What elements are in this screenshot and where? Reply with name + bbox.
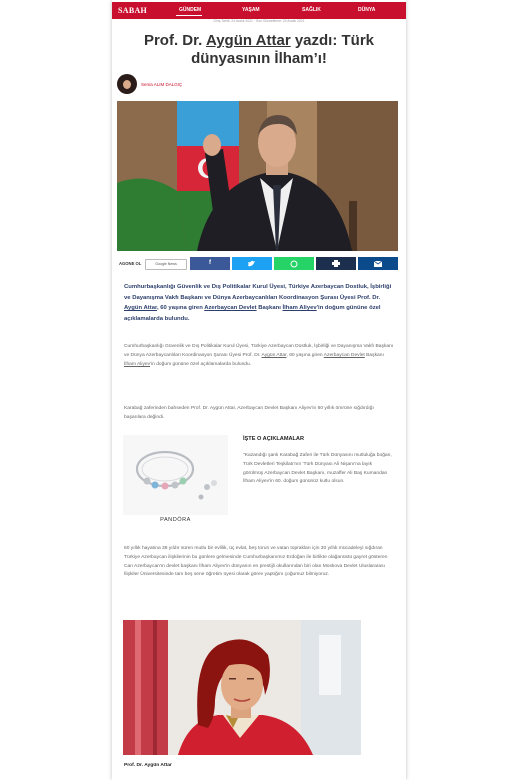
para1-link-aygun-attar[interactable]: Aygün Attar <box>261 352 287 358</box>
title-text-1: Prof. Dr. <box>143 32 206 49</box>
lead-text-4: 'in doğum gününe özel açıklamalarda bulundu. <box>124 305 381 323</box>
print-icon <box>332 260 340 267</box>
email-share-button[interactable] <box>358 257 398 270</box>
para1-text-3: Başkanı <box>364 352 384 358</box>
para1-text-4: 'in doğum gününe özel açıklamalarda bulundu. <box>150 361 252 367</box>
quote-paragraph: "Kazandığı şanlı Karabağ Zaferi ile Türk Dünyasını mutluluğa boğan, Türk Devletleri Teşkilatı'nın 'Türk Dünyası Ali Nişanı'na layık görülmüş Azerbaycan Devlet Başkanı, muzaffer Ali Baş Kumandan İlham Aliyev'in 60. doğum gününüz kutlu olsun. <box>243 453 392 485</box>
photo-caption: Prof. Dr. Aygün Attar <box>124 763 172 768</box>
facebook-share-button[interactable] <box>190 257 230 270</box>
email-icon <box>374 261 382 267</box>
whatsapp-share-button[interactable] <box>274 257 314 270</box>
body-paragraph-2: Karabağ zaferinden bahseden Prof. Dr. Aygün Attar, Azerbaycan Devlet Başkanı Aliyev'in 60 yıllık ömrüne sığdırdığı başarılara değindi. <box>124 406 374 420</box>
article-title <box>118 32 400 68</box>
nav-item-gundem[interactable]: GÜNDEM <box>179 7 202 13</box>
nav-item-saglik[interactable]: SAĞLIK <box>302 7 321 13</box>
site-logo[interactable]: SABAH <box>118 6 148 15</box>
nav-item-dunya[interactable]: DÜNYA <box>358 7 376 13</box>
para1-link-azerbaycan-devlet[interactable]: Azerbaycan Devlet <box>323 352 365 358</box>
section-heading: İŞTE O AÇIKLAMALAR <box>243 436 305 442</box>
para1-text-2: , 60 yaşına giren <box>286 352 324 358</box>
advertisement-pandora[interactable] <box>123 435 228 526</box>
para1-text-1: Cumhurbaşkanlığı Güvenlik ve Dış Politikalar Kurul Üyesi, Türkiye Azerbaycan Dostluk, İşbirliği ve Dayanışma Vakfı Başkanı ve Dünya Azerbaycanlıları Koordinasyon Şurası Üyesi Prof. Dr. <box>124 344 394 358</box>
top-navbar <box>112 2 406 19</box>
para1-link-ilham-aliyev[interactable]: İlham Aliyev <box>124 361 151 367</box>
lead-text-3: Başkanı <box>256 305 283 312</box>
article-lead <box>124 282 396 325</box>
nav-item-yasam[interactable]: YAŞAM <box>242 7 260 13</box>
hero-illustration <box>117 101 398 251</box>
body-paragraph-3: 60 yıllık hayatına 38 yıldır süren mutlu bir evlilik, üç evlat, beş torun ve vatan toprakları için 30 yıllık mücadeleyi sığdıran Türkiye Azerbaycan ilişkilerinin bu günlere gelmesinde Cumhurbaşkanımız Erdoğan ile birlikte olağanüstü gayret gösteren Can Azerbaycan'ın devlet başkanı İlham Aliyev'in dünyanın en prestijli okullarından biri olan Moskova Devlet Uluslararası İlişkiler Üniversitesinde tam beş sene öğretim üyesi olarak görev yaptığını çoğumuz bilmiyoruz. <box>124 546 388 578</box>
lead-link-ilham-aliyev[interactable]: İlham Aliyev <box>282 305 317 312</box>
share-bar <box>119 257 398 270</box>
facebook-icon: f <box>209 260 211 266</box>
bracelet-image <box>123 435 228 515</box>
publish-dates: Giriş Tarihi: 24 Aralık 2021 · Son Güncelleme: 24 Aralık 2021 <box>213 19 305 23</box>
lead-link-aygun-attar[interactable]: Aygün Attar <box>124 305 157 312</box>
author-avatar[interactable] <box>117 74 137 94</box>
share-label: AGONE OL <box>119 261 142 266</box>
twitter-share-button[interactable] <box>232 257 272 270</box>
title-text-2: yazdı: Türk dünyasının İlham’ı! <box>191 32 375 67</box>
portrait-illustration <box>123 620 361 755</box>
twitter-icon <box>248 260 256 267</box>
lead-text-1: Cumhurbaşkanlığı Güvenlik ve Dış Politikalar Kurul Üyesi, Türkiye Azerbaycan Dostluk, İşbirliği ve Dayanışma Vakfı Başkanı ve Dünya Azerbaycanlıları Koordinasyon Şurası Üyesi Prof. Dr. <box>124 284 392 301</box>
hero-image <box>117 101 398 251</box>
avatar-face <box>123 80 131 89</box>
lead-link-azerbaycan-devlet[interactable]: Azerbaycan Devlet <box>204 305 257 312</box>
nav-active-indicator <box>176 15 202 16</box>
title-author-link[interactable]: Aygün Attar <box>205 32 291 49</box>
author-name-link[interactable]: Sema ALIM DALGIÇ <box>141 82 183 87</box>
whatsapp-icon <box>290 260 298 268</box>
print-button[interactable] <box>316 257 356 270</box>
body-paragraph-1 <box>124 343 396 369</box>
lead-text-2: , 60 yaşına giren <box>156 305 205 312</box>
pandora-logo: PANDÖRA <box>160 517 191 523</box>
portrait-photo <box>123 620 361 755</box>
google-news-button[interactable]: Google News <box>145 259 187 270</box>
